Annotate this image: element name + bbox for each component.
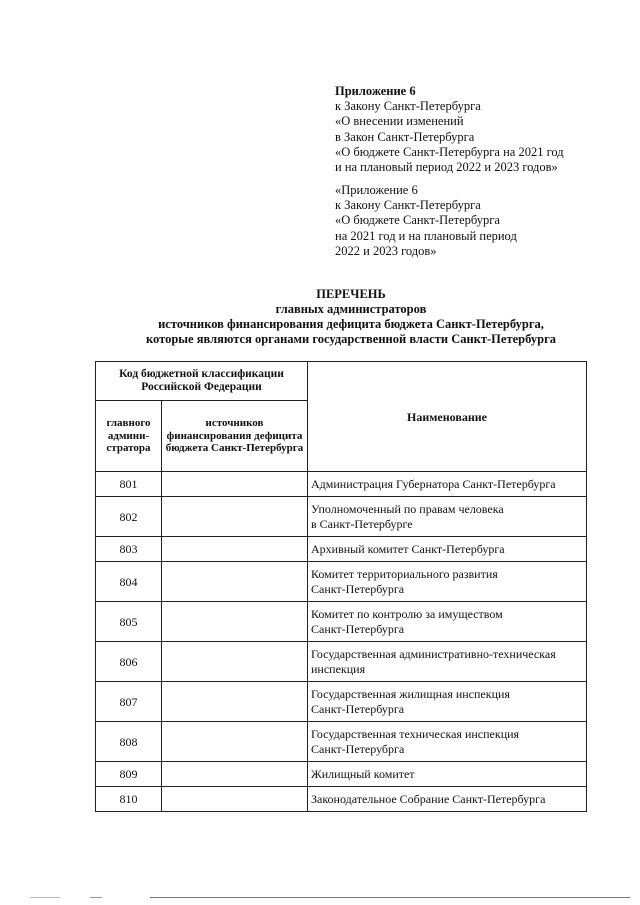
table-body (96, 472, 587, 812)
admin-code-cell: 802 (96, 497, 162, 537)
appendix-line: к Закону Санкт-Петербурга (335, 99, 481, 114)
admin-code-cell: 807 (96, 682, 162, 722)
table-row (96, 537, 587, 562)
table-row (96, 762, 587, 787)
table-row (96, 472, 587, 497)
header-name: Наименование (308, 362, 587, 472)
table-row (96, 497, 587, 537)
scan-edge-line (30, 897, 630, 898)
admin-code-cell: 808 (96, 722, 162, 762)
document-title-line: источников финансирования дефицита бюджета Санкт-Петербурга, (158, 317, 544, 331)
sources-code-cell (162, 787, 308, 812)
appendix-line: и на плановый период 2022 и 2023 годов» (335, 160, 558, 175)
name-cell: Архивный комитет Санкт-Петербурга (308, 537, 587, 562)
sources-code-cell (162, 562, 308, 602)
name-cell: Уполномоченный по правам человека в Санкт-Петербурге (308, 497, 587, 537)
sources-code-cell (162, 762, 308, 787)
sources-code-cell (162, 722, 308, 762)
table-row (96, 722, 587, 762)
appendix-quoted-line: 2022 и 2023 годов» (335, 243, 437, 258)
document-title-line: которые являются органами государственной власти Санкт-Петербурга (145, 332, 556, 346)
sources-code-cell (162, 602, 308, 642)
name-cell: Комитет территориального развития Санкт-Петербурга (308, 562, 587, 602)
header-main-admin: главного админи-стратора (96, 401, 162, 472)
appendix-title: Приложение 6 (335, 84, 416, 98)
table-row (96, 642, 587, 682)
table-row (96, 787, 587, 812)
name-cell: Жилищный комитет (308, 762, 587, 787)
table-row (96, 682, 587, 722)
appendix-quoted (335, 183, 517, 259)
sources-code-cell (162, 472, 308, 497)
admin-code-cell: 804 (96, 562, 162, 602)
admin-code-cell: 803 (96, 537, 162, 562)
sources-code-cell (162, 682, 308, 722)
admin-code-cell: 810 (96, 787, 162, 812)
document-title-line: ПЕРЕЧЕНЬ (316, 287, 386, 301)
document-title-line: главных администраторов (275, 302, 427, 316)
table-row (96, 562, 587, 602)
appendix-quoted-line: на 2021 год и на плановый период (335, 228, 517, 243)
table-row (96, 602, 587, 642)
document-title (96, 287, 606, 347)
admin-code-cell: 801 (96, 472, 162, 497)
appendix-quoted-line: «Приложение 6 (335, 183, 418, 197)
name-cell: Администрация Губернатора Санкт-Петербурга (308, 472, 587, 497)
appendix-line: «О внесении изменений (335, 114, 464, 129)
appendix-line: «О бюджете Санкт-Петербурга на 2021 год (335, 144, 564, 159)
name-cell: Государственная административно-техническая инспекция (308, 642, 587, 682)
header-budget-code: Код бюджетной классификации Российской Федерации (96, 362, 308, 401)
sources-code-cell (162, 537, 308, 562)
name-cell: Законодательное Собрание Санкт-Петербурга (308, 787, 587, 812)
appendix-header (335, 84, 564, 175)
name-cell: Комитет по контролю за имуществом Санкт-Петербурга (308, 602, 587, 642)
admin-code-cell: 805 (96, 602, 162, 642)
appendix-quoted-line: «О бюджете Санкт-Петербурга (335, 213, 500, 228)
administrators-table (95, 361, 587, 812)
appendix-line: в Закон Санкт-Петербурга (335, 129, 475, 144)
name-cell: Государственная техническая инспекция Санкт-Петерубрга (308, 722, 587, 762)
admin-code-cell: 809 (96, 762, 162, 787)
name-cell: Государственная жилищная инспекция Санкт-Петербурга (308, 682, 587, 722)
header-sources: источников финансирования дефицита бюджета Санкт-Петербурга (162, 401, 308, 472)
sources-code-cell (162, 642, 308, 682)
admin-code-cell: 806 (96, 642, 162, 682)
sources-code-cell (162, 497, 308, 537)
appendix-quoted-line: к Закону Санкт-Петербурга (335, 198, 481, 213)
